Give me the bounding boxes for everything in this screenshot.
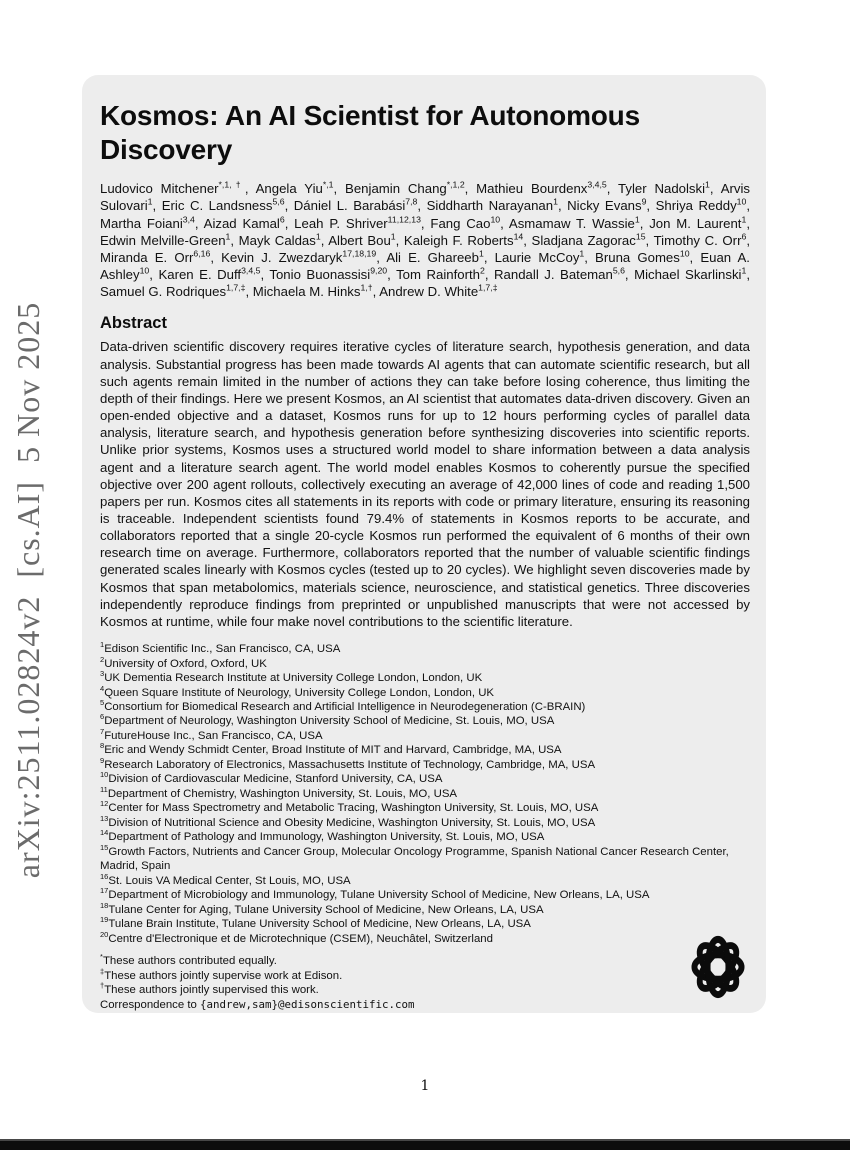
author: Sladjana Zagorac$^{15}$ [531,231,646,248]
affiliation-row: $^3$UK Dementia Research Institute at University College London, London, UK [100,669,483,685]
author: Tom Rainforth$^2$ [396,265,485,283]
author: Karen E. Duff$^{3,4,5}$ [158,265,261,283]
author: Edwin Melville-Green$^1$ [100,231,231,248]
footnote-row: †These authors jointly supervised this work. [100,981,319,997]
affiliation-row: $^{12}$Center for Mass Spectrometry and Metabolic Tracing, Washington University, St. Louis, MO, USA [100,799,599,815]
affiliation-row: $^4$Queen Square Institute of Neurology, University College London, London, UK [100,683,495,699]
footnote-row: *These authors contributed equally. [100,952,277,968]
author: Mayk Caldas$^1$ [238,231,321,248]
author: Arvis Sulovari$^1$ [100,181,750,214]
author: Ali E. Ghareeb$^1$ [386,248,484,265]
author: Shriya Reddy$^{10}$ [655,197,747,214]
author: Eric C. Landsness$^{5,6}$ [161,197,285,214]
author: Siddharth Narayanan$^1$ [426,197,558,214]
author: Dániel L. Barabási$^{7,8}$ [293,197,418,214]
author: Fang Cao$^{10}$ [430,214,501,231]
author: Benjamin Chang$^{*,1,2}$ [345,179,465,197]
affiliation-row: $^{14}$Department of Pathology and Immunology, Washington University, St. Louis, MO, USA [100,828,545,844]
author: Martha Foiani$^{3,4}$ [100,214,195,231]
correspondence-address: {andrew,sam}@edisonscientific.com [200,997,415,1011]
author: Ludovico Mitchener$^{*,1,\dagger}$ [100,179,245,197]
abstract-text: Data-driven scientific discovery requires iterative cycles of literature search, hypothesis generation, and data analysis. Substantial progress has been made towards AI agents that can automate scientific research, but all such agents remain limited in the number of actions they can take before losing coherence, thus limiting the depth of their findings. Here we present Kosmos, an AI scientist that automates data-driven discovery. Given an open-ended objective and a dataset, Kosmos runs for up to 12 hours performing cycles of parallel data analysis, literature search, and hypothesis generation before synthesizing discoveries into scientific reports. Unlike prior systems, Kosmos uses a structured world model to share information between a data analysis agent and a literature search agent. The world model enables Kosmos to coherently pursue the specified objective over 200 agent rollouts, collectively executing an average of 42,000 lines of code and reading 1,500 papers per run. Kosmos cites all statements in its reports with code or primary literature, ensuring its reasoning is traceable. Independent scientists found 79.4% of statements in Kosmos reports to be accurate, and collaborators reported that a single 20-cycle Kosmos run performed the equivalent of 6 months of their own research time on average. Furthermore, collaborators reported that the number of valuable scientific findings generated scales linearly with Kosmos cycles (tested up to 20 cycles). We highlight seven discoveries made by Kosmos that span metabolomics, materials science, neuroscience, and statistical genetics. Three discoveries independently reproduce findings from preprinted or unpublished manuscripts that were not accessed by Kosmos at runtime, while four make novel contributions to the scientific literature. [100,339,750,629]
arxiv-stamp: arXiv:2511.02824v2 [cs.AI] 5 Nov 2025 [10,301,46,879]
affiliation-row: $^{19}$Tulane Brain Institute, Tulane University School of Medicine, New Orleans, LA, USA [100,915,531,931]
author: Michaela M. Hinks$^{1,\dagger}$ [252,282,373,300]
paper-title: Kosmos: An AI Scientist for Autonomous Discovery [100,100,640,166]
affiliation-row: $^1$Edison Scientific Inc., San Francisco, CA, USA [100,640,341,656]
author: Asmamaw T. Wassie$^1$ [508,214,640,231]
affiliation-row: $^2$University of Oxford, Oxford, UK [100,654,267,670]
affiliation-row: $^7$FutureHouse Inc., San Francisco, CA, USA [100,727,323,742]
abstract-heading: Abstract [100,314,167,333]
correspondence-prefix: Correspondence to [100,998,201,1011]
author: Randall J. Bateman$^{5,6}$ [494,265,625,283]
correspondence-line [100,998,740,1013]
author-list: Ludovico Mitchener$^{*,1,\dagger}$, Angela Yiu$^{*,1}$, Benjamin Chang$^{*,1,2}$, Mathieu Bourdenx$^{3,4,5}$, Tyler Nadolski$^1$, Arvis Sulovari$^1$, Eric C. Landsness$^{5,6}$, Dániel L. Barabási$^{7,8}$, Siddharth Narayanan$^1$, Nicky Evans$^9$, Shriya Reddy$^{10}$, Martha Foiani$^{3,4}$, Aizad Kamal$^6$, Leah P. Shriver$^{11,12,13}$, Fang Cao$^{10}$, Asmamaw T. Wassie$^1$, Jon M. Laurent$^1$, Edwin Melville-Green$^1$, Mayk Caldas$^1$, Albert Bou$^1$, Kaleigh F. Roberts$^{14}$, Sladjana Zagorac$^{15}$, Timothy C. Orr$^6$, Miranda E. Orr$^{6,16}$, Kevin J. Zwezdaryk$^{17,18,19}$, Ali E. Ghareeb$^1$, Laurie McCoy$^1$, Bruna Gomes$^{10}$, Euan A. Ashley$^{10}$, Karen E. Duff$^{3,4,5}$, Tonio Buonassisi$^{9,20}$, Tom Rainforth$^2$, Randall J. Bateman$^{5,6}$, Michael Skarlinski$^1$, Samuel G. Rodriques$^{1,7,\ddagger}$, Michaela M. Hinks$^{1,\dagger}$, Andrew D. White$^{1,7,\ddagger}$ [100,179,751,300]
author: Mathieu Bourdenx$^{3,4,5}$ [476,179,607,197]
affiliation-list [100,642,750,946]
author: Samuel G. Rodriques$^{1,7,\ddagger}$ [100,282,246,300]
author: Tonio Buonassisi$^{9,20}$ [269,265,388,283]
author: Kevin J. Zwezdaryk$^{17,18,19}$ [221,248,377,265]
author: Euan A. Ashley$^{10}$ [100,249,750,283]
affiliation-row: $^{17}$Department of Microbiology and Immunology, Tulane University School of Medicine, New Orleans, LA, USA [100,886,650,902]
author: Leah P. Shriver$^{11,12,13}$ [294,214,421,231]
author: Timothy C. Orr$^6$ [653,231,747,248]
author: Laurie McCoy$^1$ [494,248,585,265]
author: Angela Yiu$^{*,1}$ [255,179,334,197]
author: Tyler Nadolski$^1$ [618,179,710,197]
affiliation-row: $^9$Research Laboratory of Electronics, Massachusetts Institute of Technology, Cambridge, MA, USA [100,756,596,771]
affiliation-row: $^5$Consortium for Biomedical Research and Artificial Intelligence in Neurodegeneration (C-BRAIN) [100,698,586,713]
author: Miranda E. Orr$^{6,16}$ [100,248,211,265]
affiliation-row: $^6$Department of Neurology, Washington University School of Medicine, St. Louis, MO, USA [100,712,555,728]
author: Albert Bou$^1$ [328,231,396,248]
author: Andrew D. White$^{1,7,\ddagger}$ [379,282,498,300]
author: Nicky Evans$^9$ [567,197,647,214]
affiliation-row: $^{18}$Tulane Center for Aging, Tulane University School of Medicine, New Orleans, LA, USA [100,900,544,916]
footnote-row: ‡These authors jointly supervise work at Edison. [100,966,343,982]
affiliation-row: $^{16}$St. Louis VA Medical Center, St Louis, MO, USA [100,872,351,887]
author: Aizad Kamal$^6$ [203,214,285,231]
bottom-bar [0,1139,850,1150]
footnote-list [100,954,740,1012]
edison-atom-logo [689,933,747,1001]
paper-panel [82,75,766,1013]
author: Kaleigh F. Roberts$^{14}$ [403,231,524,248]
affiliation-row: $^{15}$Growth Factors, Nutrients and Cancer Group, Molecular Oncology Programme, Spanish National Cancer Research Center, Madrid, Spain [100,843,729,873]
author: Michael Skarlinski$^1$ [634,265,747,283]
affiliation-row: $^{10}$Division of Cardiovascular Medicine, Stanford University, CA, USA [100,770,443,786]
author: Bruna Gomes$^{10}$ [595,248,690,265]
affiliation-row: $^{11}$Department of Chemistry, Washington University, St. Louis, MO, USA [100,785,458,800]
page-number: 1 [420,1078,430,1094]
affiliation-row: $^{20}$Centre d'Electronique et de Microtechnique (CSEM), Neuchâtel, Switzerland [100,929,493,945]
affiliation-row: $^8$Eric and Wendy Schmidt Center, Broad Institute of MIT and Harvard, Cambridge, MA, USA [100,741,562,757]
author: Jon M. Laurent$^1$ [649,214,747,231]
affiliation-row: $^{13}$Division of Nutritional Science and Obesity Medicine, Washington University, St. Louis, MO, USA [100,814,596,829]
